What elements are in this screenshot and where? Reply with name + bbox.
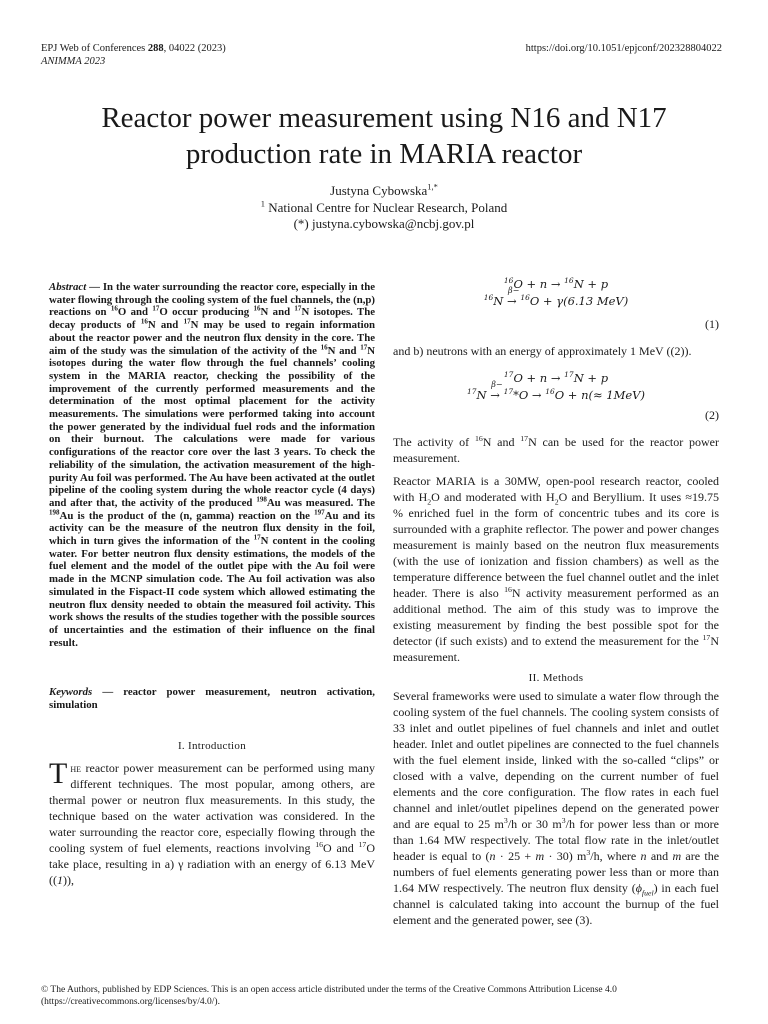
equation-1-line-1: $^{16}$O + n → $^{16}$N + p bbox=[503, 276, 609, 291]
section-heading-introduction: I. Introduction bbox=[177, 740, 247, 752]
running-header-left bbox=[41, 42, 226, 68]
methods-paragraph: Several frameworks were used to simulate a water flow through the cooling system of the fuel channels. The cooling system consists of 33 inlet and outlet pipelines of fuel channels and inlet and outlet header. Inlet and outlet pipelines are connected to the fuel channels with the fuel element inside, linked with the so-called “clips” or closed with a valve, depending on the current number of fuel elements and the core configuration. The flow rates in each fuel channel and inlet/outlet pipelines depend on the generated power and are equal to 25 $m^3/h$ or 30 $m^3/h$ for power less than or more than 1.64 MW respectively. The total flow rate in the inlet/outlet header is equal to (n · 25 + m · 30) $m^3/h$, where n and m are the numbers of fuel elements generating power less than or more than 1.64 MW respectively. The neutron flux density $(\phi_{fuel})$ in each fuel channel is calculated taking into account the burnup of the fuel element and the generated power, see (3). bbox=[393, 689, 720, 927]
equation-2-line-2: $^{17}$N β− → $^{17}$*O → $^{16}$O + n(≈ 1MeV) bbox=[467, 380, 645, 402]
author-name-line: Justyna Cybowska$^{1,*}$ bbox=[330, 181, 438, 198]
equation-1-line-2: $^{16}$N β− → $^{16}$O + γ(6.13 MeV) bbox=[483, 286, 629, 308]
abstract-text: — In the water surrounding the reactor core, especially in the water flowing through the cooling system of the fuel channels, the (n,p) reactions on $^{16}$O and $^{17}$O occur producing $^{16}$N and $^{17}$N isotopes. The decay products of $^{16}$N and $^{17}$N may be used to regain information about the reactor power and the neutron flux density in the core. The aim of the study was the simulation of the activity of the $^{16}$N and $^{17}$N isotopes during the water flow through the fuel channels’ cooling system in the MARIA reactor, checking the possibility of the improvement of the currently performed measurements and the determination of the most optimal placement for the activity measurements. The simulations were performed taking into account the power generated by the individual fuel rods and the information on their burnout. The calculations were made for various configurations of the reactor core over the last 3 years. To check the reliability of the simulation, the activation measurement of the high-purity Au foil was performed. The Au have been activated at the outlet pipeline of the cooling system during the whole reactor cycle (4 days) and after that, the activity of the produced $^{198}$Au was measured. The $^{198}$Au is the product of the (n, gamma) reaction on the $^{197}$Au and its activity can be the measure of the neutron flux density in the foil, which in turn gives the information of the $^{17}$N content in the cooling water. For better neutron flux density estimations, the models of the fuel element and the model of the outlet pipe with the Au foil were made in the MCNP simulation code. The Au foil activation was also simulated in the Fispact-II code system which allowed estimating the neutron flux density needed to obtain the measured foil activity. This work shows the results of the studies together with the possible sources of uncertainties and the estimation of their influence on the final result. bbox=[49, 281, 376, 649]
abstract bbox=[49, 281, 375, 649]
abstract-label: Abstract bbox=[49, 281, 87, 293]
section-heading-methods: II. Methods bbox=[528, 672, 584, 684]
text-after-eq1: and b) neutrons with an energy of approximately 1 MeV ((2)). bbox=[393, 344, 692, 358]
introduction-text bbox=[49, 757, 375, 888]
doi-link[interactable]: https://doi.org/10.1051/epjconf/202328804022 bbox=[525, 43, 722, 54]
equation-2 bbox=[393, 370, 719, 422]
journal-citation: EPJ Web of Conferences 288, 04022 (2023) bbox=[41, 43, 226, 54]
keywords-text: — reactor power measurement, neutron activation, simulation bbox=[49, 686, 375, 711]
drop-cap: T bbox=[49, 757, 68, 790]
conference-name: ANIMMA 2023 bbox=[41, 56, 106, 67]
maria-paragraph: Reactor MARIA is a 30MW, open-pool research reactor, cooled with $H_2O$ and moderated with $H_2O$ and Beryllium. It uses ≈19.75 % enriched fuel in the form of concentric tubes and its core is surrounded with a graphite reflector. The power and power changes measurement is mainly based on the neutron flux measurements (with the use of ionization and fission chambers) as well as the temperature difference between the fuel channel outlet and the inlet header. There is also $^{16}$N activity measurement performed as an additional method. The aim of this study was to improve the existing measurement by finding the best possible spot for the detector (if such exists) and to extend the measurement for the $^{17}$N measurement. bbox=[393, 474, 719, 664]
activity-paragraph: The activity of $^{16}$N and $^{17}$N can be used for the reactor power measurement. bbox=[393, 434, 719, 465]
title-line-2: production rate in MARIA reactor bbox=[185, 138, 583, 170]
author-block bbox=[0, 183, 768, 233]
author-email[interactable]: (*) justyna.cybowska@ncbj.gov.pl bbox=[293, 216, 475, 231]
keywords bbox=[49, 686, 375, 711]
license-footer: © The Authors, published by EDP Sciences. This is an open access article distributed under the terms of the Creative Commons Attribution License 4.0 (https://creativecommons.org/licenses/by/4.0/). bbox=[41, 985, 617, 1007]
keywords-label: Keywords bbox=[49, 686, 93, 698]
volume-number: 288 bbox=[147, 43, 164, 54]
affiliation-line: $^1$ National Centre for Nuclear Research, Poland bbox=[260, 198, 508, 215]
paper-title bbox=[40, 100, 728, 172]
introduction-body: he reactor power measurement can be performed using many different techniques. The most popular, among others, are thermal power or neutron flux measurements. In this study, the technique based on the water activation was considered. In the water surrounding the reactor core, especially flowing through the cooling system of fuel elements, reactions involving $^{16}$O and $^{17}$O take place, resulting in a) γ radiation with an energy of 6.13 MeV ((1)), bbox=[49, 761, 375, 887]
equation-2-number: (2) bbox=[705, 408, 719, 422]
equation-1-number: (1) bbox=[705, 317, 719, 331]
equation-2-line-1: $^{17}$O + n → $^{17}$N + p bbox=[503, 370, 609, 385]
title-line-1: Reactor power measurement using N16 and N17 bbox=[101, 102, 667, 134]
equation-1 bbox=[393, 276, 719, 331]
